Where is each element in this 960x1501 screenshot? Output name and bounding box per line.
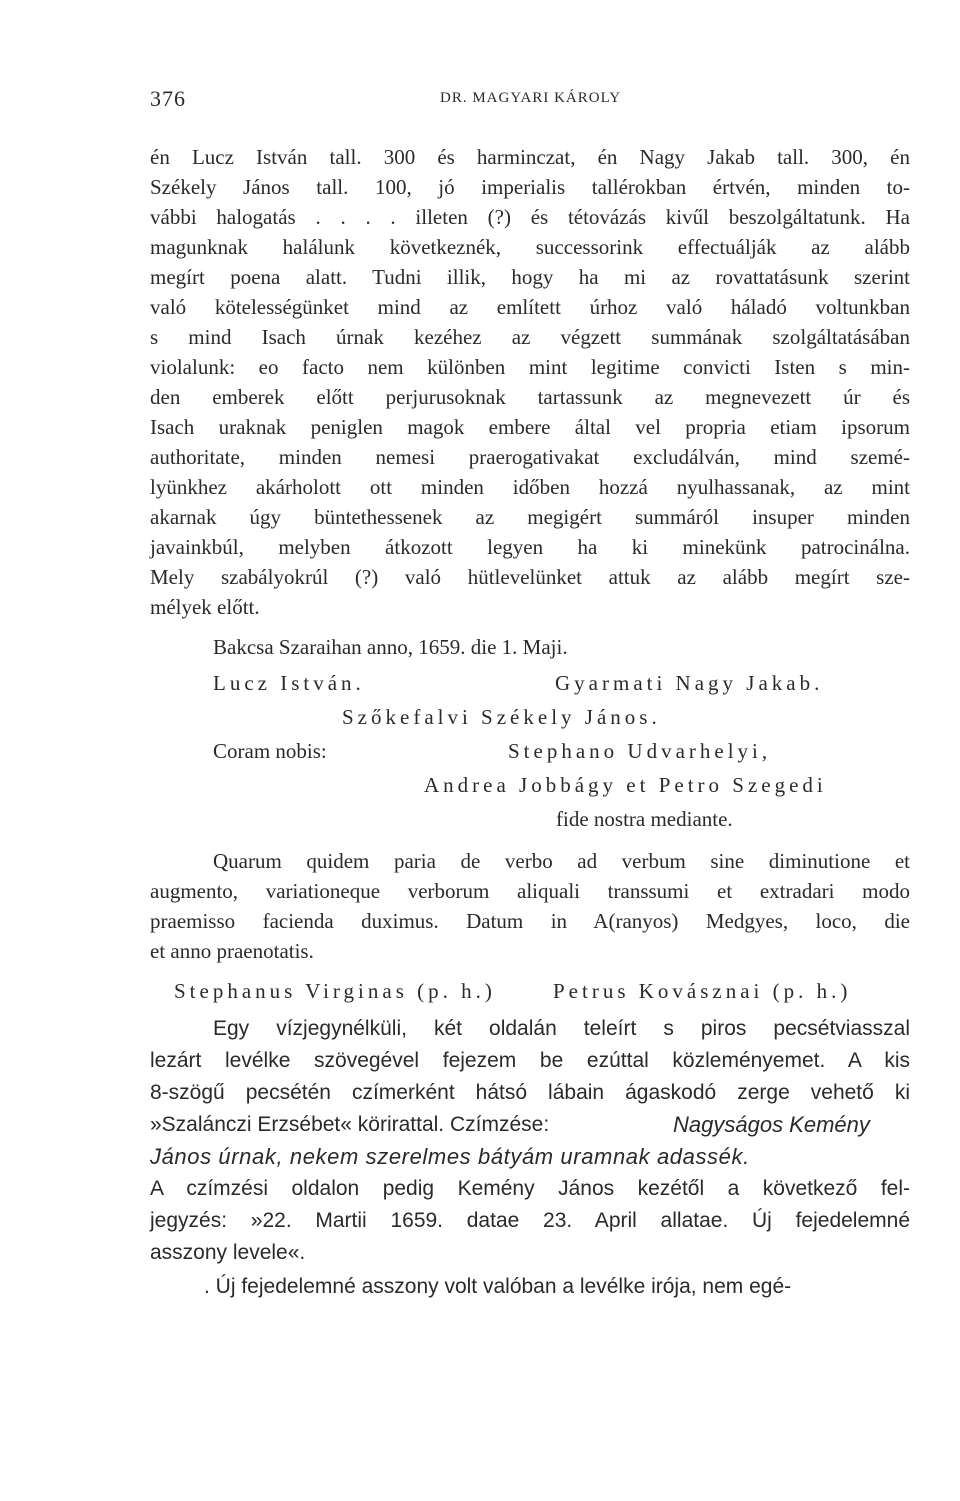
signature-nagy: Gyarmati Nagy Jakab. bbox=[555, 671, 824, 695]
text-line: megírt poena alatt. Tudni illik, hogy ha mi az rovattatásunk szerint bbox=[150, 265, 910, 289]
running-title: DR. MAGYARI KÁROLY bbox=[440, 90, 622, 106]
witness-kovasznai: Petrus Kovásznai (p. h.) bbox=[553, 979, 852, 1003]
witness-virginas: Stephanus Virginas (p. h.) bbox=[174, 979, 496, 1003]
text-line: Egy vízjegynélküli, két oldalán teleírt s piros pecsétviasszal bbox=[213, 1017, 910, 1040]
text-line: Isach uraknak peniglen magok embere által vel propria etiam ipsorum bbox=[150, 415, 910, 439]
signature-lucz: Lucz István. bbox=[213, 671, 365, 695]
text-line: én Lucz István tall. 300 és harminczat, én Nagy Jakab tall. 300, én bbox=[150, 145, 910, 169]
coram-label: Coram nobis: bbox=[213, 739, 327, 763]
text-line: praemisso facienda duximus. Datum in A(ranyos) Medgyes, loco, die bbox=[150, 909, 910, 933]
text-line: vábbi halogatás . . . . illeten (?) és tétovázás kivűl beszolgáltatunk. Ha bbox=[150, 205, 910, 229]
text-line: den emberek előtt perjurusoknak tartassunk az megnevezett úr és bbox=[150, 385, 910, 409]
date-line: Bakcsa Szaraihan anno, 1659. die 1. Maji. bbox=[213, 635, 568, 659]
text-line: authoritate, minden nemesi praerogativakat excludálván, mind szemé- bbox=[150, 445, 910, 469]
text-line: violalunk: eo facto nem különben mint legitime convicti Isten s min- bbox=[150, 355, 910, 379]
text-line: magunknak halálunk következnék, successorink effectuálják az alább bbox=[150, 235, 910, 259]
page-number: 376 bbox=[150, 86, 186, 111]
signature-szekely: Szőkefalvi Székely János. bbox=[342, 705, 661, 729]
page-header bbox=[150, 86, 910, 116]
text-line: lezárt levélke szövegével fejezem be ezúttal közleményemet. A kis bbox=[150, 1049, 910, 1072]
addressee-line: Nagyságos Kemény bbox=[673, 1112, 870, 1137]
text-line: A czímzési oldalon pedig Kemény János kezétől a következő fel- bbox=[150, 1177, 910, 1200]
witness-jobbagy: Andrea Jobbágy et Petro Szegedi bbox=[424, 773, 827, 797]
text-line: akarnak úgy büntethessenek az megigért summáról insuper minden bbox=[150, 505, 910, 529]
text-line: s mind Isach úrnak kezéhez az végzett summának szolgáltatásában bbox=[150, 325, 910, 349]
text-line: Quarum quidem paria de verbo ad verbum sine diminutione et bbox=[213, 849, 910, 873]
text-line: való kötelességünket mind az említett úrhoz való háladó voltunkban bbox=[150, 295, 910, 319]
witness-udvarhelyi: Stephano Udvarhelyi, bbox=[508, 739, 772, 763]
text-line: »Szalánczi Erzsébet« körirattal. Czímzése: bbox=[150, 1113, 550, 1136]
text-line: 8-szögű pecsétén czímerként hátsó lábain ágaskodó zerge vehető ki bbox=[150, 1081, 910, 1104]
text-line: augmento, variationeque verborum aliquali transsumi et extradari modo bbox=[150, 879, 910, 903]
addressee-line: János úrnak, nekem szerelmes bátyám uramnak adassék. bbox=[150, 1144, 750, 1169]
text-line: asszony levele«. bbox=[150, 1241, 306, 1264]
text-line: jegyzés: »22. Martii 1659. datae 23. April allatae. Új fejedelemné bbox=[150, 1209, 910, 1232]
text-line: Mely szabályokrúl (?) való hütlevelünket attuk az alább megírt sze- bbox=[150, 565, 910, 589]
text-line: mélyek előtt. bbox=[150, 595, 260, 619]
text-line: et anno praenotatis. bbox=[150, 939, 314, 963]
text-line: . Új fejedelemné asszony volt valóban a levélke irója, nem egé- bbox=[204, 1275, 792, 1298]
text-line: javainkbúl, melyben átkozott legyen ha ki minekünk patrocinálna. bbox=[150, 535, 910, 559]
text-line: lyünkhez akárholott ott minden időben hozzá nyulhassanak, az mint bbox=[150, 475, 910, 499]
fide-line: fide nostra mediante. bbox=[556, 807, 733, 831]
text-line: Székely János tall. 100, jó imperialis tallérokban értvén, minden to- bbox=[150, 175, 910, 199]
